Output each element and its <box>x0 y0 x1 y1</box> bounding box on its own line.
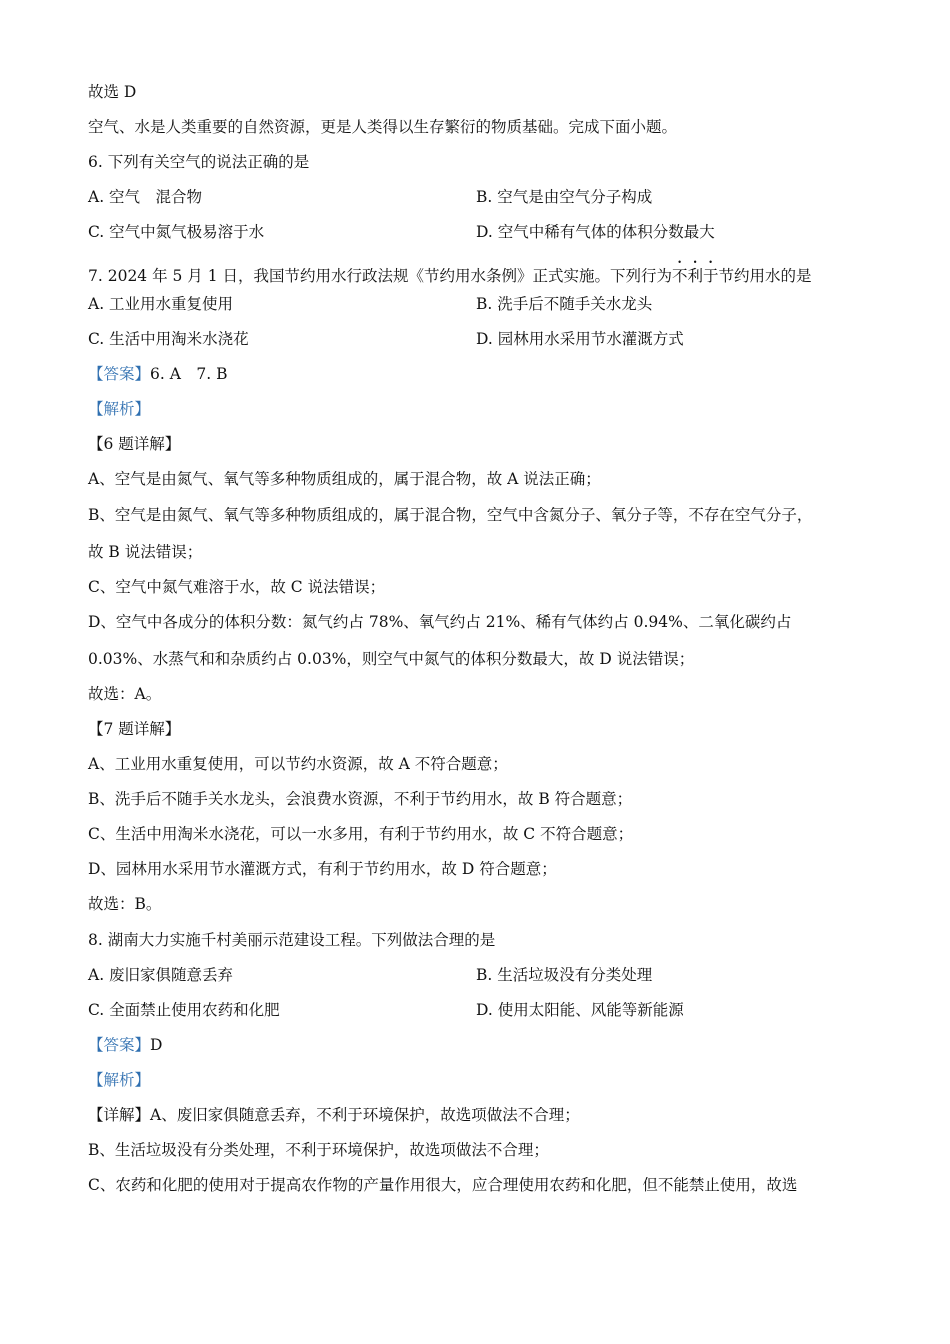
detail8-a-text: A、废旧家俱随意丢弃，不利于环境保护，故选项做法不合理； <box>150 1106 580 1124</box>
q6-option-a: A. 空气 混合物 <box>88 188 203 206</box>
q7-option-c: C. 生活中用淘米水浇花 <box>88 330 249 348</box>
detail8-tag: 【详解】 <box>88 1106 151 1124</box>
q8-stem: 8. 湖南大力实施千村美丽示范建设工程。下列做法合理的是 <box>88 931 496 949</box>
detail6-b-line1: B、空气是由氮气、氧气等多种物质组成的，属于混合物，空气中含氮分子、氧分子等，不存在空气分子， <box>88 506 813 524</box>
q7-option-b: B. 洗手后不随手关水龙头 <box>476 295 653 313</box>
detail7-conclusion: 故选：B。 <box>88 895 162 913</box>
q7-stem-before: 7. 2024 年 5 月 1 日，我国节约用水行政法规《节约用水条例》正式实施。下列行为 <box>88 267 673 285</box>
detail8-c: C、农药和化肥的使用对于提高农作物的产量作用很大，应合理使用农药和化肥，但不能禁止使用，故选 <box>88 1176 798 1194</box>
analysis-tag: 【解析】 <box>88 400 151 418</box>
answer-67-value: 6. A 7. B <box>150 365 228 383</box>
detail7-a: A、工业用水重复使用，可以节约水资源，故 A 不符合题意； <box>88 755 508 773</box>
detail6-title: 【6 题详解】 <box>88 435 181 453</box>
detail8-b: B、生活垃圾没有分类处理，不利于环境保护，故选项做法不合理； <box>88 1141 549 1159</box>
q8-option-c: C. 全面禁止使用农药和化肥 <box>88 1001 280 1019</box>
q6-option-d: D. 空气中稀有气体的体积分数最大 <box>476 223 715 241</box>
q6-option-b: B. 空气是由空气分子构成 <box>476 188 653 206</box>
detail7-c: C、生活中用淘米水浇花，可以一水多用，有利于节约用水，故 C 不符合题意； <box>88 825 634 843</box>
detail6-b-line2: 故 B 说法错误； <box>88 543 203 561</box>
answer-8 <box>88 1035 162 1055</box>
detail7-d: D、园林用水采用节水灌溉方式，有利于节约用水，故 D 符合题意； <box>88 860 557 878</box>
answer-8-tag: 【答案】 <box>88 1036 151 1054</box>
answer-tag: 【答案】 <box>88 365 151 383</box>
detail7-title: 【7 题详解】 <box>88 720 181 738</box>
q8-option-b: B. 生活垃圾没有分类处理 <box>476 966 653 984</box>
q7-option-a: A. 工业用水重复使用 <box>88 295 234 313</box>
q6-option-c: C. 空气中氮气极易溶于水 <box>88 223 265 241</box>
answer-67 <box>88 364 228 384</box>
q7-stem-after: 节约用水的是 <box>718 267 812 285</box>
q7-stem-emphasis: 不利于 <box>672 267 719 285</box>
detail7-b: B、洗手后不随手关水龙头，会浪费水资源，不利于节约用水，故 B 符合题意； <box>88 790 633 808</box>
prev-conclusion: 故选 D <box>88 83 137 101</box>
detail6-a: A、空气是由氮气、氧气等多种物质组成的，属于混合物，故 A 说法正确； <box>88 470 601 488</box>
detail6-d-line1: D、空气中各成分的体积分数：氮气约占 78%、氧气约占 21%、稀有气体约占 0.94%、二氧化碳约占 <box>88 613 792 631</box>
q7-option-d: D. 园林用水采用节水灌溉方式 <box>476 330 684 348</box>
detail6-conclusion: 故选：A。 <box>88 685 162 703</box>
q6-stem: 6. 下列有关空气的说法正确的是 <box>88 153 310 171</box>
q7-stem <box>88 258 812 286</box>
answer-8-value: D <box>150 1036 163 1054</box>
q8-option-a: A. 废旧家俱随意丢弃 <box>88 966 234 984</box>
detail8-a <box>88 1105 580 1125</box>
q8-option-d: D. 使用太阳能、风能等新能源 <box>476 1001 684 1019</box>
analysis-8-tag: 【解析】 <box>88 1071 151 1089</box>
group-intro: 空气、水是人类重要的自然资源，更是人类得以生存繁衍的物质基础。完成下面小题。 <box>88 118 678 136</box>
detail6-d-line2: 0.03%、水蒸气和和杂质约占 0.03%，则空气中氮气的体积分数最大，故 D 说法错误； <box>88 650 695 668</box>
detail6-c: C、空气中氮气难溶于水，故 C 说法错误； <box>88 578 386 596</box>
